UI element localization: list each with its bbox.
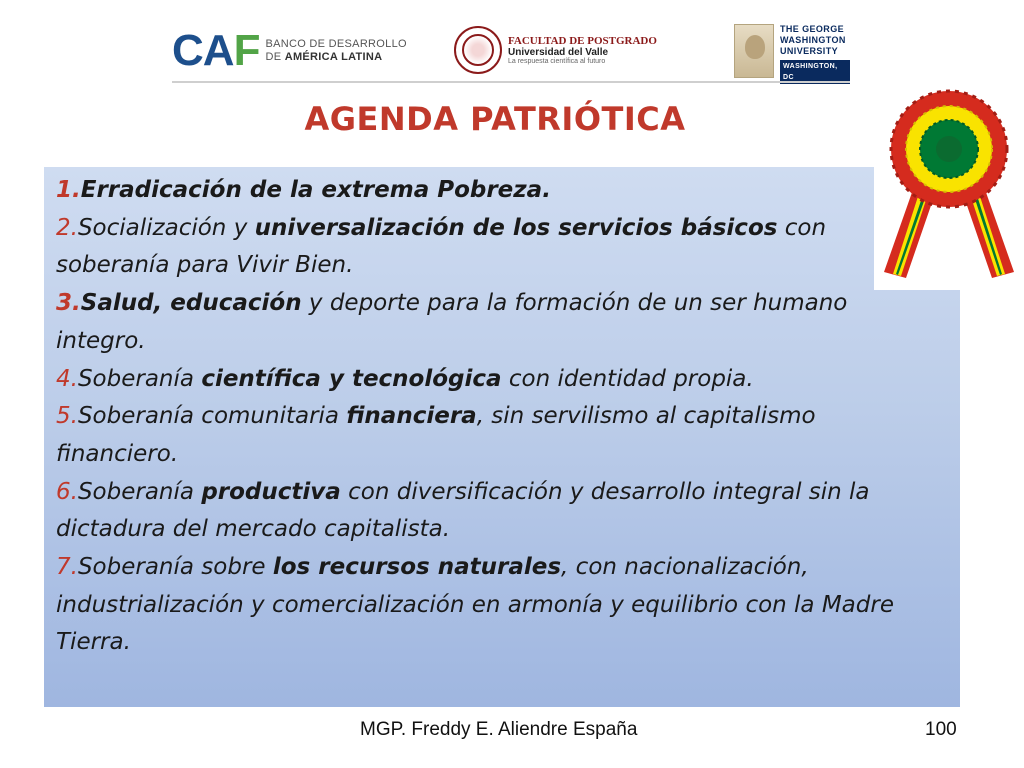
caf-line2 <box>265 51 406 64</box>
agenda-item-emphasis: Salud, educación <box>80 290 302 317</box>
agenda-item-text: con identidad propia. <box>501 365 754 392</box>
gwu-logo <box>734 24 850 84</box>
agenda-item <box>56 398 936 473</box>
caf-mark-icon: C A F <box>172 26 258 75</box>
page-number: 100 <box>925 719 957 740</box>
agenda-item-text: y deporte para la formación de un ser humano integro. <box>56 290 848 354</box>
univalle-line1: FACULTAD DE POSTGRADO <box>508 35 657 47</box>
header-logos <box>172 22 850 82</box>
agenda-item-number: 6. <box>56 478 78 505</box>
agenda-item-number: 3. <box>56 290 81 317</box>
univalle-line2: Universidad del Valle <box>508 47 609 58</box>
agenda-item-emphasis: universalización de los servicios básicos <box>254 214 778 241</box>
agenda-item-text: Soberanía comunitaria <box>77 403 347 430</box>
agenda-item-text: , sin servilismo al capitalismo financiero. <box>56 403 816 467</box>
gwu-portrait-icon <box>734 24 774 78</box>
agenda-item-emphasis: los recursos naturales <box>272 554 562 581</box>
slide-title: AGENDA PATRIÓTICA <box>304 100 686 138</box>
gwu-line1: THE GEORGE <box>780 24 845 34</box>
agenda-item-text: con diversificación y desarrollo integral sin la dictadura del mercado capitalista. <box>56 478 870 543</box>
caf-logo <box>172 28 407 74</box>
agenda-item <box>56 210 936 285</box>
agenda-item-text: con soberanía para Vivir Bien. <box>56 214 827 279</box>
agenda-item-text: Soberanía sobre <box>77 554 273 581</box>
agenda-item-emphasis: productiva <box>201 478 341 505</box>
agenda-item <box>56 474 936 549</box>
caf-caption <box>265 38 406 64</box>
agenda-item <box>56 285 936 360</box>
gwu-line2: WASHINGTON <box>780 35 846 45</box>
caf-line1: BANCO DE DESARROLLO <box>265 38 407 50</box>
footer-author: MGP. Freddy E. Aliendre España <box>360 719 638 740</box>
caf-line2-prefix: DE <box>265 51 285 63</box>
agenda-item-text: , con nacionalización, industrialización y comercialización en armonía y equilibrio con la Madre Tierra. <box>56 554 894 656</box>
agenda-item <box>56 361 936 399</box>
univalle-seal-icon <box>454 26 502 74</box>
agenda-item-emphasis: científica y tecnológica <box>201 365 502 392</box>
caf-line2-bold: AMÉRICA LATINA <box>284 51 383 63</box>
agenda-item-text: Soberanía <box>77 478 202 505</box>
agenda-item <box>56 549 936 662</box>
header-divider <box>172 81 850 83</box>
gwu-caption <box>780 24 850 84</box>
univalle-line3: La respuesta científica al futuro <box>508 58 606 65</box>
agenda-item-number: 4. <box>56 365 78 392</box>
agenda-item-emphasis: Erradicación de la extrema Pobreza. <box>80 177 551 203</box>
agenda-item <box>56 172 936 210</box>
agenda-item-text: Soberanía <box>77 365 202 392</box>
agenda-item-text: Socialización y <box>77 214 255 241</box>
univalle-logo <box>454 26 657 74</box>
agenda-item-number: 5. <box>56 403 78 430</box>
agenda-item-emphasis: financiera <box>346 403 477 430</box>
agenda-list <box>56 172 936 662</box>
gwu-line4: WASHINGTON, DC <box>780 60 850 84</box>
gwu-line3: UNIVERSITY <box>780 46 839 56</box>
agenda-item-number: 1. <box>56 177 81 203</box>
agenda-item-number: 7. <box>56 554 78 581</box>
agenda-item-number: 2. <box>56 214 78 241</box>
univalle-caption <box>508 35 657 65</box>
